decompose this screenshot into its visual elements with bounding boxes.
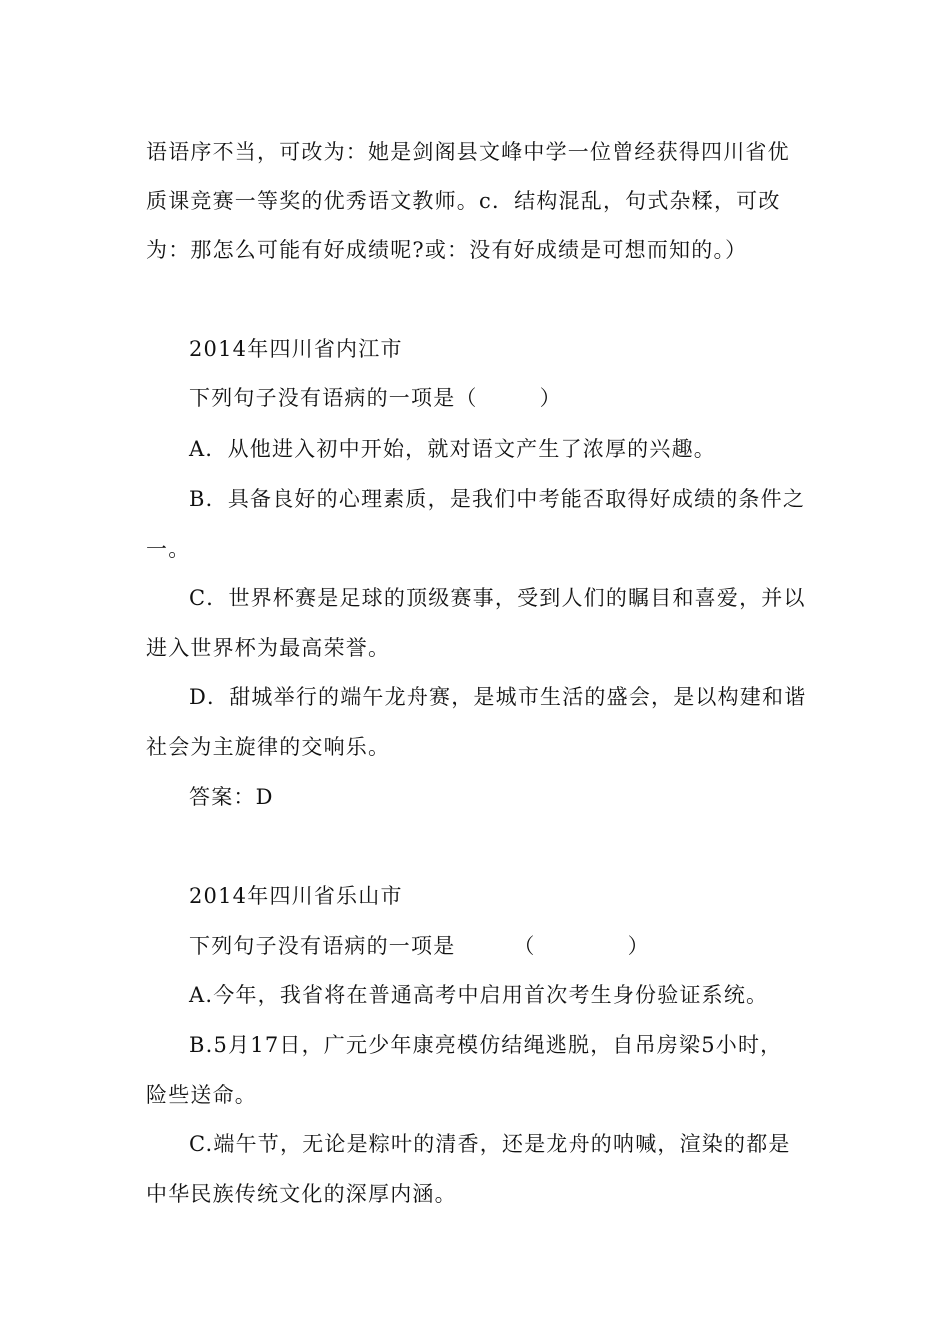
option-c-continued: 进入世界杯为最高荣誉。 xyxy=(146,636,391,660)
option-b-continued: 一。 xyxy=(146,537,191,561)
option-a: A．从他进入初中开始，就对语文产生了浓厚的兴趣。 xyxy=(189,437,716,461)
option-c: C.端午节，无论是粽叶的清香，还是龙舟的呐喊，渲染的都是 xyxy=(189,1132,791,1156)
question-paren-open: （ xyxy=(513,934,536,958)
option-d-continued: 社会为主旋律的交响乐。 xyxy=(146,735,391,759)
paragraph-line: 质课竞赛一等奖的优秀语文教师。c．结构混乱，句式杂糅，可改 xyxy=(146,189,781,213)
section-heading: 2014年四川省内江市 xyxy=(189,337,403,361)
option-a: A.今年，我省将在普通高考中启用首次考生身份验证系统。 xyxy=(189,983,769,1007)
option-b: B.5月17日，广元少年康亮模仿结绳逃脱，自吊房梁5小时， xyxy=(189,1033,783,1057)
paragraph-line: 语语序不当，可改为：她是剑阁县文峰中学一位曾经获得四川省优 xyxy=(146,140,790,164)
question-text: 下列句子没有语病的一项是 xyxy=(189,934,456,958)
answer-line: 答案：D xyxy=(189,785,274,809)
question-text: 下列句子没有语病的一项是（ xyxy=(189,386,478,410)
question-paren-close: ） xyxy=(627,934,650,958)
section-heading: 2014年四川省乐山市 xyxy=(189,884,403,908)
option-d: D．甜城举行的端午龙舟赛，是城市生活的盛会，是以构建和谐 xyxy=(189,685,807,709)
option-c-continued: 中华民族传统文化的深厚内涵。 xyxy=(146,1182,457,1206)
option-b-continued: 险些送命。 xyxy=(146,1083,257,1107)
option-b: B．具备良好的心理素质，是我们中考能否取得好成绩的条件之 xyxy=(189,487,806,511)
paragraph-line: 为：那怎么可能有好成绩呢?或：没有好成绩是可想而知的。） xyxy=(146,238,748,262)
question-line xyxy=(189,931,819,961)
question-line xyxy=(189,383,819,413)
question-paren-close: ） xyxy=(539,386,562,410)
option-c: C．世界杯赛是足球的顶级赛事，受到人们的瞩目和喜爱，并以 xyxy=(189,586,806,610)
